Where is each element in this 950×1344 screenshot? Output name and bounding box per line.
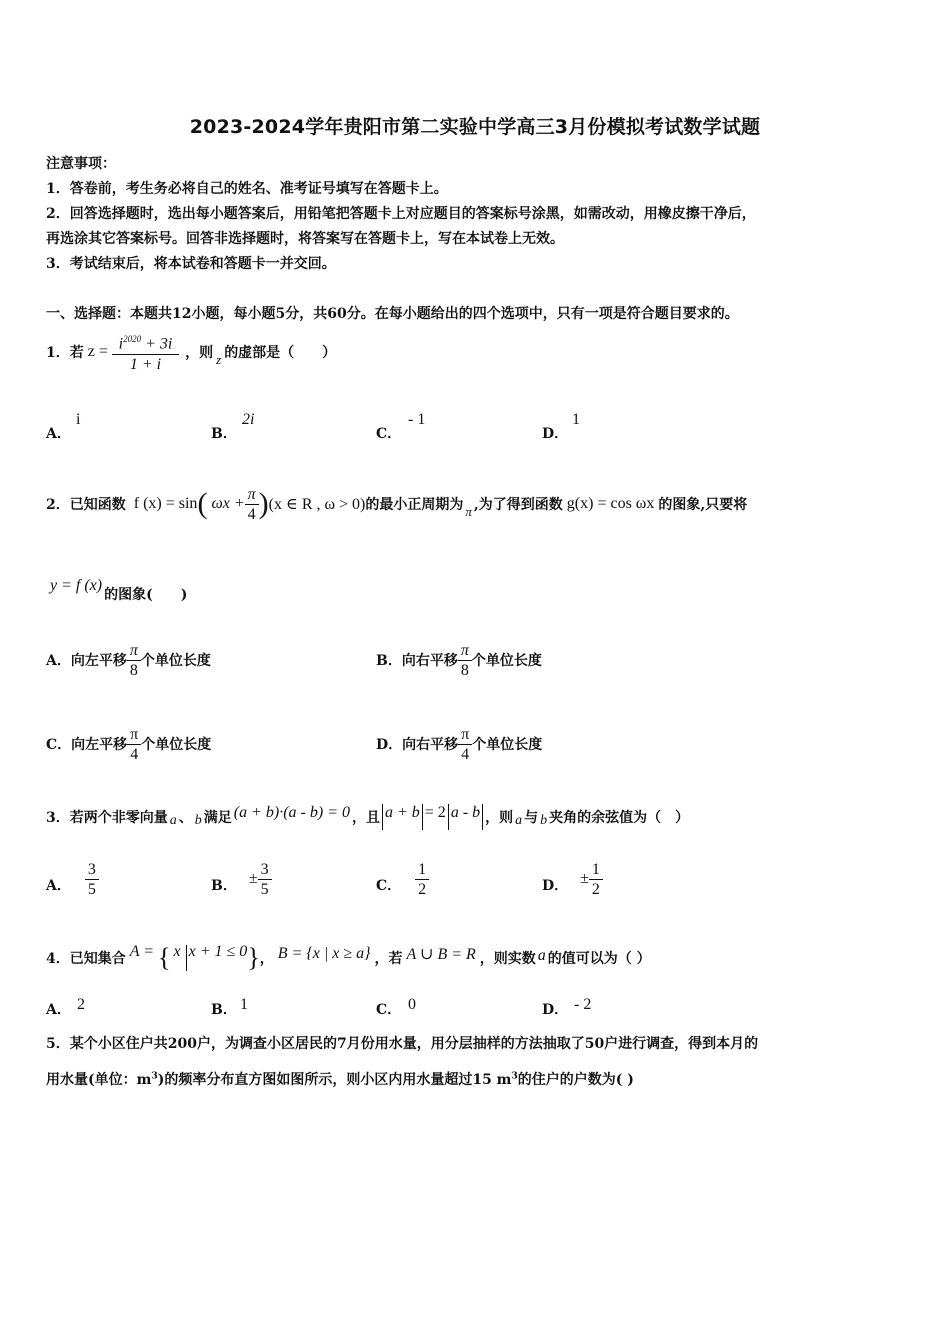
q2-option-d-label: D．向右平移 [376, 737, 459, 753]
q3-mid: 满足 [203, 810, 232, 826]
q2-option-a-tail: 个单位长度 [140, 653, 211, 669]
q2-option-a[interactable] [46, 632, 211, 688]
q2-suffix: 的图象,只要将 [658, 497, 748, 513]
q1-suffix: 的虚部是（ ） [224, 345, 337, 361]
q3-mid2: ，且 [351, 810, 380, 826]
q3-a-2: a [515, 813, 523, 828]
q4-option-d-label[interactable]: D． [542, 1002, 569, 1018]
notice-item-2a: 2．回答选择题时，选出每小题答案后，用铅笔把答题卡上对应题目的答案标号涂黑，如需改动，用橡皮擦干净后， [46, 206, 756, 222]
q1-mid: ，则 [185, 345, 214, 361]
q3-eq1: (a + b)·(a - b) = 0 [233, 804, 350, 821]
notice-heading: 注意事项： [46, 156, 116, 172]
q4-suffix: 的值可以为（ ） [547, 951, 651, 967]
q3-option-d-num: 1 [591, 860, 600, 878]
q4-option-b-value: 1 [240, 996, 248, 1013]
q3-a: a [169, 813, 177, 828]
q1-option-d-value: 1 [572, 411, 580, 428]
q3-option-a-num: 3 [87, 860, 96, 878]
q3-option-b-num: 3 [260, 860, 269, 878]
q3-option-d-label: D． [542, 878, 569, 894]
q3-option-a-den: 5 [85, 879, 99, 899]
q2-option-b-tail: 个单位长度 [471, 653, 542, 669]
q4-mid: ，若 [374, 951, 403, 967]
q3-option-a-label: A． [46, 878, 71, 894]
q2-f-lhs: f (x) = sin [133, 495, 198, 512]
q2-option-a-num: π [129, 641, 138, 659]
q3-option-d-sign: ± [580, 870, 589, 887]
q3-option-c[interactable] [376, 854, 429, 904]
q3-option-a[interactable] [46, 854, 99, 904]
q2-pi-fraction [245, 485, 259, 524]
q2-option-b-fraction [458, 641, 472, 680]
q2-g: g(x) = cos ωx [566, 495, 655, 512]
question-1 [46, 327, 336, 377]
q3-option-a-fraction [85, 860, 99, 899]
q2-option-b[interactable] [376, 632, 542, 688]
q3-abs1: a + b [384, 804, 420, 821]
q2-option-d[interactable] [376, 716, 542, 772]
q3-option-d-fraction [589, 860, 603, 899]
q2-option-d-tail: 个单位长度 [472, 737, 543, 753]
q1-option-b-label[interactable]: B． [211, 426, 237, 442]
q3-eq2-mid: = 2 [424, 804, 446, 821]
q1-option-b-value: 2i [242, 411, 255, 428]
q4-setA-x: x [173, 943, 181, 960]
q1-num-exp: 2020 [123, 334, 142, 345]
question-4: 4．已知集合 A = { x x + 1 ≤ 0 } ， B = {x | x ≥ a} ，若 A ∪ B = R ，则实数 a 的值可以为（ ） [46, 943, 651, 972]
q4-option-d-value: - 2 [574, 996, 592, 1013]
q2-line2-math: y = f (x) [50, 577, 103, 594]
q1-option-d-label[interactable]: D． [542, 426, 569, 442]
q5-sup-2: 3 [511, 1071, 518, 1082]
q2-option-c-label: C．向左平移 [46, 737, 128, 753]
q4-setA-lhs: A = [129, 943, 155, 960]
q2-option-d-fraction [458, 725, 472, 764]
q3-b-2: b [540, 813, 548, 828]
q1-option-c-label[interactable]: C． [376, 426, 402, 442]
question-2-line-2 [46, 570, 187, 602]
q4-setB: B = {x | x ≥ a} [277, 945, 371, 962]
q5-line2-b: )的频率分布直方图如图所示，则小区内用水量超过15 m [157, 1072, 512, 1088]
question-5-line-2 [46, 1069, 634, 1089]
q4-option-b-label[interactable]: B． [211, 1002, 237, 1018]
q1-den: 1 + i [112, 354, 179, 374]
q2-pi-num: π [247, 485, 256, 503]
q1-z: z [216, 352, 222, 367]
q3-mid3: ，则 [485, 810, 514, 826]
q2-line2-text: 的图象( ) [104, 587, 188, 603]
q3-option-b[interactable] [211, 854, 272, 904]
q2-option-c-den: 4 [127, 744, 141, 764]
notice-item-1: 1．答卷前，考生务必将自己的姓名、准考证号填写在答题卡上。 [46, 181, 448, 197]
q2-mid2: ,为了得到函数 [473, 497, 563, 513]
q3-option-c-num: 1 [418, 860, 427, 878]
q4-a: a [537, 947, 546, 964]
q2-option-d-num: π [461, 725, 470, 743]
question-3 [46, 796, 689, 838]
q3-option-c-den: 2 [415, 879, 429, 899]
q4-mid2: ，则实数 [479, 951, 536, 967]
q3-abs2: a - b [450, 804, 481, 821]
q2-option-b-num: π [460, 641, 469, 659]
q2-inner: ωx + [211, 495, 245, 512]
q2-option-b-label: B．向右平移 [376, 653, 458, 669]
q3-mid4: 与 [524, 810, 539, 826]
q3-option-b-fraction [258, 860, 272, 899]
section-heading: 一、选择题：本题共12小题，每小题5分，共60分。在每小题给出的四个选项中，只有一项是符合题目要求的。 [46, 306, 739, 322]
q4-prefix: 4．已知集合 [46, 951, 126, 967]
notice-item-2b: 再选涂其它答案标号。回答非选择题时，将答案写在答题卡上，写在本试卷上无效。 [46, 231, 564, 247]
q3-option-d-den: 2 [589, 879, 603, 899]
q2-option-c-fraction [127, 725, 141, 764]
q2-period: π [465, 504, 472, 519]
q1-lhs: z = [87, 343, 108, 360]
q1-fraction [112, 330, 179, 373]
q5-line2-a: 用水量(单位：m [46, 1072, 152, 1088]
q2-option-c[interactable] [46, 716, 211, 772]
q5-line2-c: 的住户的户数为( ) [517, 1072, 634, 1088]
q3-sep: 、 [178, 810, 193, 826]
question-2: 2．已知函数 f (x) = sin ( ωx + $\frac{\pi}{4}$ ) (x ∈ R , ω > 0) 的最小正周期为 π ,为了得到函数 g(x) = cos ωx 的图象,只要将 [46, 485, 748, 523]
q1-option-a-value: i [76, 411, 81, 428]
q2-pi-den: 4 [245, 504, 259, 524]
q1-prefix: 1．若 [46, 345, 84, 361]
q2-option-a-den: 8 [127, 660, 141, 680]
q4-option-a-value: 2 [77, 996, 85, 1013]
q2-option-b-den: 8 [458, 660, 472, 680]
q2-prefix: 2．已知函数 [46, 497, 126, 513]
q4-option-c-label[interactable]: C． [376, 1002, 402, 1018]
q4-option-a-label[interactable]: A． [46, 1002, 71, 1018]
q2-option-d-den: 4 [458, 744, 472, 764]
q3-option-b-label: B． [211, 878, 237, 894]
q2-option-a-fraction [127, 641, 141, 680]
notice-item-3: 3．考试结束后，将本试卷和答题卡一并交回。 [46, 256, 336, 272]
q4-setA-cond: x + 1 ≤ 0 [188, 943, 248, 960]
q3-option-d[interactable] [542, 854, 603, 904]
q3-b: b [194, 813, 202, 828]
q2-option-c-num: π [130, 725, 139, 743]
q3-option-c-fraction [415, 860, 429, 899]
q3-option-b-den: 5 [258, 879, 272, 899]
q2-option-c-tail: 个单位长度 [141, 737, 212, 753]
q4-comma: ， [259, 951, 274, 967]
q2-mid: 的最小正周期为 [365, 497, 464, 513]
q1-num-i: i [118, 335, 124, 353]
q2-cond: (x ∈ R , ω > 0) [268, 496, 366, 513]
q1-option-c-value: - 1 [408, 411, 426, 428]
question-5-line-1: 5．某个小区住户共200户，为调查小区居民的7月份用水量，用分层抽样的方法抽取了50户进行调查，得到本月的 [46, 1036, 759, 1052]
q4-option-c-value: 0 [408, 996, 416, 1013]
q3-suffix: 夹角的余弦值为（ ） [549, 810, 690, 826]
q1-option-a-label[interactable]: A． [46, 426, 71, 442]
q5-sup-1: 3 [151, 1071, 158, 1082]
q3-prefix: 3．若两个非零向量 [46, 810, 168, 826]
q3-option-b-sign: ± [248, 870, 258, 887]
page-title: 2023-2024学年贵阳市第二实验中学高三3月份模拟考试数学试题 [189, 116, 761, 138]
q2-option-a-label: A．向左平移 [46, 653, 127, 669]
q4-union: A ∪ B = R [406, 946, 476, 963]
q3-option-c-label: C． [376, 878, 402, 894]
q1-num-rest: + 3i [141, 335, 173, 353]
